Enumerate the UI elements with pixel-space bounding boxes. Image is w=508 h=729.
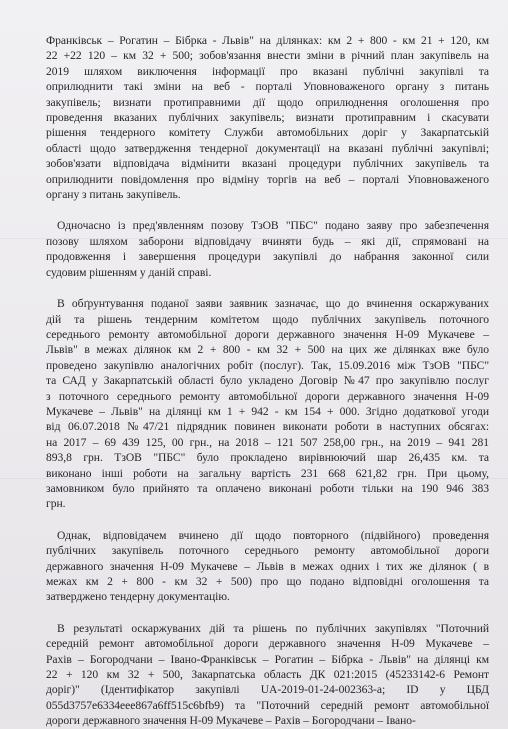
- text-line: середнього ремонту автомобільної дороги державного значення Н-09 Мукачеве –: [46, 327, 489, 341]
- text-line: межах км 2 + 800 - км 32 + 500) про що подано відповідні оголошення та: [46, 575, 489, 588]
- text-line: судовим рішенням у даній справі.: [46, 265, 212, 279]
- document-body: [46, 33, 489, 729]
- text-line: середній ремонт автомобільної дороги державного значення Н-09 Мукачеве –: [46, 637, 489, 651]
- text-line: від 06.07.2018 №47/21 підрядник повинен виконати роботи в наступних обсягах:: [46, 420, 489, 434]
- text-line: проведено закупівлю аналогічних робіт (послуг). Так, 15.09.2016 між ТзОВ "ПБС": [46, 358, 489, 372]
- text-line: та САД у Закарпатській області було укладено Договір №47 про закупівлю послуг: [46, 374, 489, 388]
- text-line: Львів" в межах ділянок км 2 + 800 - км 32 + 500 на цих же ділянках вже було: [46, 343, 489, 357]
- text-line: Франківськ – Рогатин – Бібрка - Львів" на ділянках: км 2 + 800 - км 21 + 120, км: [46, 34, 489, 47]
- text-line: області щодо затвердження тендерної документації на вказані публічні закупівлі;: [46, 141, 489, 155]
- text-line: публічних закупівель поточного середнього ремонту автомобільної дороги: [46, 544, 489, 558]
- text-line: позову шляхом заборони відповідачу вчиняти будь – які дії, спрямовані на: [46, 234, 489, 248]
- text-line: затверджено тендерну документацію.: [46, 590, 230, 604]
- text-line: органу з питань закупівель.: [46, 188, 181, 202]
- text-line: дій та рішень тендерним комітетом щодо публічних закупівель поточного: [46, 312, 489, 326]
- text-line: Рахів – Богородчани – Івано-Франківськ – Рогатин – Бібрка - Львів" на ділянці км: [46, 652, 489, 666]
- text-line: В обґрунтування поданої заяви заявник зазначає, що до вчинення оскаржуваних: [57, 297, 489, 311]
- text-line: державного значення Н-09 Мукачеве – Львів в межах одних і тих же ділянок ( в: [46, 559, 489, 573]
- text-line: 055d3757e6334eee867a6ff515c6bfb9) та "Поточний середній ремонт автомобільної: [46, 698, 489, 712]
- text-line: грн.: [46, 497, 66, 511]
- text-line: зобов'язати відповідача відмінити вказані процедури публічних закупівель та: [46, 157, 489, 171]
- paragraph-5: [46, 621, 489, 729]
- text-line: з поточного середнього ремонту автомобільної дороги державного значення Н-09: [46, 389, 489, 403]
- text-line: дороги державного значення Н-09 Мукачеве – Рахів – Богородчани – Івано-: [46, 714, 416, 728]
- text-line: оприлюднити такі зміни на веб - порталі Уповноваженого органу з питань: [46, 80, 489, 94]
- text-line: виконано інші роботи на загальну вартість 231 668 621,82 грн. При цьому,: [46, 466, 489, 480]
- text-line: 22 + 120 км 32 + 500, Закарпатська область ДК 021:2015 (45233142-6 Ремонт: [46, 668, 489, 682]
- text-line: проведення вказаних публічних закупівель; визнати протиправним і скасувати: [46, 111, 489, 125]
- text-line: 2019 шляхом виключення інформації про вказані публічні закупівлі та: [46, 64, 489, 78]
- text-line: продовження і завершення процедури закупівлі до набрання законної сили: [46, 250, 489, 264]
- text-line: Мукачеве – Львів" на ділянці км 1 + 942 - км 154 + 000. Згідно додаткової угоди: [46, 404, 489, 418]
- paragraph-4: [46, 528, 489, 605]
- text-line: рішення тендерного комітету Служби автомобільних доріг у Закарпатській: [46, 126, 489, 140]
- text-line: В результаті оскаржуваних дій та рішень по публічних закупівлях "Поточний: [57, 621, 489, 635]
- paragraph-3: [46, 296, 489, 512]
- text-line: Однак, відповідачем вчинено дії щодо повторного (підвійного) проведення: [57, 528, 489, 542]
- text-line: замовником було прийнято та оплачено виконані роботи тільки на 190 946 383: [46, 481, 489, 495]
- text-line: 22 +22 120 – км 32 + 500; зобов'язання внести зміни в річний план закупівель на: [46, 49, 489, 63]
- text-line: на 2017 – 69 439 125, 00 грн., на 2018 – 121 507 258,00 грн., на 2019 – 941 281: [46, 435, 489, 449]
- text-line: 893,8 грн. ТзОВ "ПБС" було прокладено вирівнюючий шар 26,435 км. та: [46, 451, 489, 465]
- paragraph-1: [46, 33, 489, 202]
- paragraph-2: [46, 218, 489, 280]
- text-line: Одночасно із пред'явленням позову ТзОВ "ПБС" подано заяву про забезпечення: [57, 219, 489, 233]
- text-line: закупівель; визнати протиправними дії щодо оприлюднення оголошення про: [46, 95, 489, 109]
- text-line: доріг)" (Ідентифікатор закупівлі UA-2019-01-24-002363-а; ID у ЦБД: [46, 683, 489, 697]
- text-line: оприлюднити повідомлення про відміну торгів на веб – порталі Уповноваженого: [46, 172, 489, 186]
